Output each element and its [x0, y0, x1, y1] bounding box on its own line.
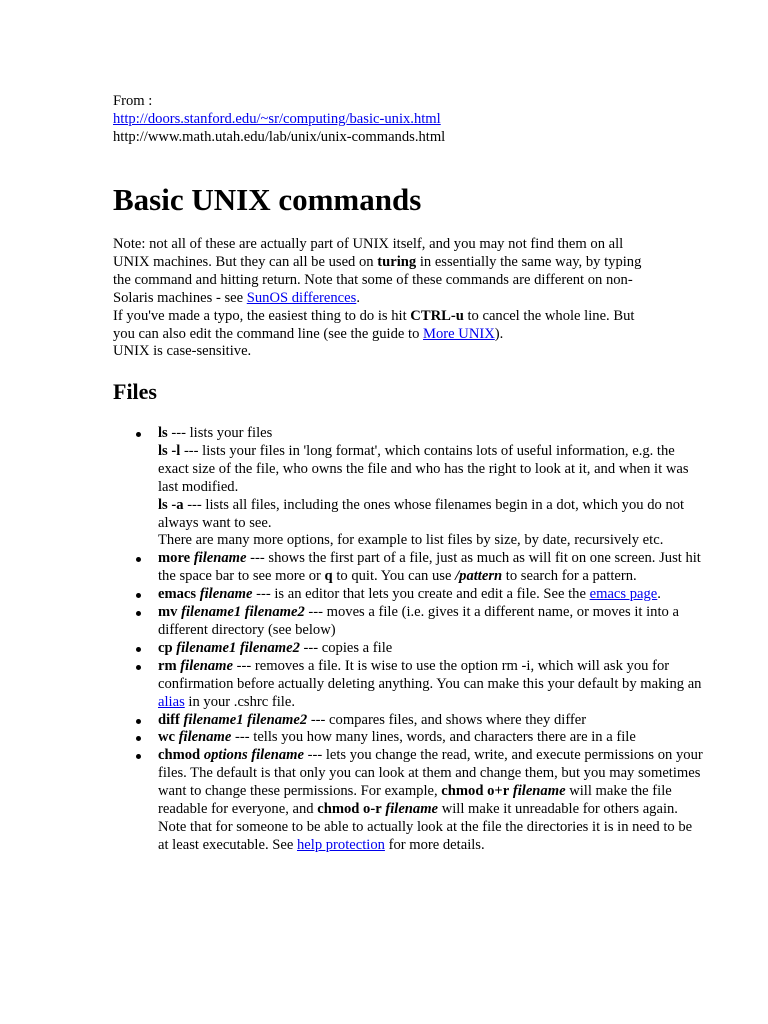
command-name: cp [158, 639, 173, 656]
command-name: ls -l [158, 442, 181, 459]
more-unix-link[interactable]: More UNIX [423, 325, 495, 342]
command-argument: filename [193, 550, 247, 567]
page-title: Basic UNIX commands [113, 182, 422, 217]
example-argument: filename [385, 801, 439, 818]
command-argument: filename1 filename2 [183, 711, 308, 728]
command-argument: options filename [203, 747, 304, 764]
list-item-ls [158, 425, 703, 550]
document-page [113, 93, 703, 853]
command-name: rm [158, 657, 177, 674]
command-name: emacs [158, 586, 197, 603]
help-protection-link[interactable]: help protection [296, 836, 385, 853]
command-description: to search for a pattern. [502, 568, 637, 585]
command-description: --- lists your files in 'long format', which contains lots of useful information, e.g. the exact size of the file, who owns the file and who has the right to look at it, and when it was last modified. [158, 442, 689, 495]
list-item-chmod [158, 747, 703, 854]
pattern-argument: /pattern [455, 568, 503, 585]
list-item-rm [158, 658, 703, 712]
command-description: to quit. You can use [332, 568, 456, 585]
command-description: --- lets you change the read, write, and execute permissions on your files. The default is that only you can look at them and change them, but you may sometimes want to change these permissions. For example, [158, 747, 703, 800]
list-item-mv [158, 604, 703, 640]
command-argument: filename1 filename2 [181, 604, 305, 621]
command-description: --- moves a file (i.e. gives it a different name, or moves it into a different directory (see below) [158, 604, 679, 638]
command-description: . [657, 586, 661, 603]
quit-key: q [324, 568, 333, 585]
typo-text: If you've made a typo, the easiest thing to do is hit [113, 307, 411, 324]
command-argument: filename [180, 657, 233, 674]
command-description: --- compares files, and shows where they differ [307, 711, 587, 728]
source-link-stanford[interactable]: http://doors.stanford.edu/~sr/computing/basic-unix.html [113, 110, 441, 127]
case-sensitive-note: UNIX is case-sensitive. [113, 343, 252, 360]
section-heading-files: Files [113, 379, 157, 404]
command-name: ls -a [158, 496, 184, 513]
command-name: wc [158, 729, 176, 746]
command-description: in your .cshrc file. [184, 693, 295, 710]
command-description: --- copies a file [299, 639, 393, 656]
example-command: chmod o+r [441, 783, 510, 800]
command-description: --- tells you how many lines, words, and characters there are in a file [231, 729, 636, 746]
intro-text: in essentially the same way, by typing the command and hitting return. Note that some of these commands are different on non-Solaris machines - see [113, 253, 642, 306]
command-name: mv [158, 604, 178, 621]
command-name: diff [158, 711, 180, 728]
intro-section [113, 236, 658, 361]
command-name: ls [158, 425, 168, 441]
command-description: --- shows the first part of a file, just as much as will fit on one screen. Just hit the space bar to see more or [158, 550, 701, 585]
intro-text: . [356, 289, 360, 306]
command-description: for more details. [384, 836, 485, 853]
intro-text: Note: not all of these are actually part of UNIX itself, and you may not find them on all UNIX machines. But they can all be used on [113, 236, 624, 270]
emacs-page-link[interactable]: emacs page [589, 586, 658, 603]
command-argument: filename1 filename2 [176, 639, 300, 656]
ls-line [158, 425, 703, 443]
ls-options-note: There are many more options, for example to list files by size, by date, recursively etc. [158, 532, 664, 549]
example-command: chmod o-r [317, 801, 382, 818]
list-item-more [158, 550, 703, 586]
typo-text: ). [494, 325, 504, 342]
list-item-diff [158, 712, 703, 730]
typo-paragraph [113, 308, 658, 344]
command-description: --- lists your files [167, 425, 273, 441]
alias-link[interactable]: alias [158, 693, 185, 710]
command-argument: filename [178, 729, 232, 746]
command-description: will make it unreadable for others again. Note that for someone to be able to actually look at the file the directories it is in need to be at least executable. See [158, 801, 693, 853]
from-label: From : [113, 93, 153, 109]
command-description: --- is an editor that lets you create and edit a file. See the [252, 586, 590, 603]
command-name: chmod [158, 747, 201, 764]
list-item-wc [158, 729, 703, 747]
ls-a-line [158, 497, 703, 533]
command-description: will make the file readable for everyone, and [158, 783, 672, 818]
ctrl-u-bold: CTRL-u [410, 307, 464, 324]
example-argument: filename [512, 783, 566, 800]
command-argument: filename [199, 586, 253, 603]
command-name: more [158, 550, 191, 567]
typo-text: to cancel the whole line. But you can also edit the command line (see the guide to [113, 307, 635, 342]
sunos-differences-link[interactable]: SunOS differences [246, 289, 357, 306]
list-item-emacs [158, 586, 703, 604]
command-description: --- removes a file. It is wise to use the option rm -i, which will ask you for confirmation before actually deleting anything. You can make this your default by making an [158, 657, 702, 692]
ls-l-line [158, 443, 703, 497]
source-block [113, 93, 658, 147]
command-description: --- lists all files, including the ones whose filenames begin in a dot, which you do not always want to see. [158, 496, 685, 531]
files-command-list [113, 425, 703, 855]
intro-paragraph [113, 236, 658, 308]
turing-bold: turing [377, 253, 417, 270]
source-url-utah: http://www.math.utah.edu/lab/unix/unix-commands.html [113, 128, 446, 145]
list-item-cp [158, 640, 703, 658]
